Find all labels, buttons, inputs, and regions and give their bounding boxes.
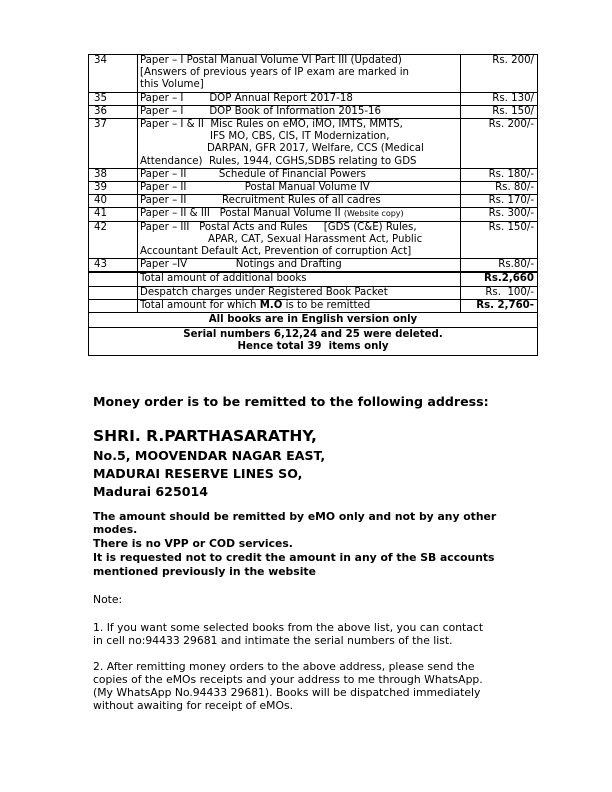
table-row bbox=[89, 168, 538, 181]
description-line: Paper – I Postal Manual Volume VI Part III (Updated) bbox=[140, 55, 402, 66]
instruction-line: It is requested not to credit the amount in any of the SB accounts bbox=[93, 551, 495, 564]
despatch-label: Despatch charges under Registered Book Packet bbox=[138, 286, 461, 299]
book-description bbox=[138, 221, 461, 259]
serial-number: 37 bbox=[89, 119, 138, 169]
price: Rs. 300/- bbox=[461, 208, 538, 221]
price: Rs. 200/- bbox=[461, 119, 538, 169]
serial-number: 36 bbox=[89, 105, 138, 118]
total-row bbox=[89, 272, 538, 286]
description-line: this Volume] bbox=[140, 79, 204, 91]
deleted-serials-line: Serial numbers 6,12,24 and 25 were deleted. bbox=[183, 329, 443, 341]
book-description bbox=[138, 182, 461, 195]
description-line: Accountant Default Act, Prevention of corruption Act] bbox=[140, 246, 412, 258]
price: Rs.80/- bbox=[461, 259, 538, 273]
footer-row bbox=[89, 313, 538, 328]
serial-number: 39 bbox=[89, 182, 138, 195]
description-line: APAR, CAT, Sexual Harassment Act, Public bbox=[208, 233, 423, 245]
address-line-3: Madurai 625014 bbox=[93, 484, 208, 499]
description-line: Paper –IV Notings and Drafting bbox=[140, 259, 342, 271]
table-row bbox=[89, 182, 538, 195]
book-description bbox=[138, 55, 461, 93]
table-row bbox=[89, 119, 538, 169]
serial-number: 38 bbox=[89, 168, 138, 181]
note-2-line: 2. After remitting money orders to the above address, please send the bbox=[93, 660, 475, 673]
description-line: Paper – II Recruitment Rules of all cadres bbox=[140, 195, 381, 207]
book-description bbox=[138, 259, 461, 273]
note-2-line: (My WhatsApp No.94433 29681). Books will be dispatched immediately bbox=[93, 686, 481, 699]
instruction-line: mentioned previously in the website bbox=[93, 565, 316, 578]
table-row bbox=[89, 55, 538, 93]
final-total-amount: Rs. 2,760- bbox=[461, 299, 538, 312]
description-line: Paper – I DOP Annual Report 2017-18 bbox=[140, 92, 353, 104]
description-line: IFS MO, CBS, CIS, IT Modernization, bbox=[210, 131, 390, 143]
book-description bbox=[138, 105, 461, 118]
table-row bbox=[89, 92, 538, 105]
despatch-row bbox=[89, 286, 538, 299]
serial-number: 35 bbox=[89, 92, 138, 105]
table-row bbox=[89, 208, 538, 221]
total-label: Total amount of additional books bbox=[138, 272, 461, 286]
book-description bbox=[138, 119, 461, 169]
instruction-line: modes. bbox=[93, 523, 138, 536]
book-description bbox=[138, 208, 461, 221]
books-table bbox=[88, 54, 538, 356]
description-line: Paper – II Postal Manual Volume IV bbox=[140, 182, 370, 194]
description-line: Paper – II & III Postal Manual Volume II bbox=[140, 208, 341, 220]
price: Rs. 180/- bbox=[461, 168, 538, 181]
description-line: Paper – I & II Misc Rules on eMO, iMO, IMTS, MMTS, bbox=[140, 119, 403, 131]
total-items-line: Hence total 39 items only bbox=[237, 341, 389, 353]
instruction-line: The amount should be remitted by eMO only and not by any other bbox=[93, 510, 497, 523]
deleted-items-note bbox=[89, 328, 538, 355]
english-version-note: All books are in English version only bbox=[89, 313, 538, 328]
description-line: [Answers of previous years of IP exam are marked in bbox=[140, 67, 409, 79]
note-2-line: without awaiting for receipt of eMOs. bbox=[93, 699, 294, 712]
price: Rs. 150/- bbox=[461, 221, 538, 259]
table-row bbox=[89, 221, 538, 259]
price: Rs. 170/- bbox=[461, 195, 538, 208]
final-total-label-post: is to be remitted bbox=[282, 299, 371, 311]
book-description bbox=[138, 92, 461, 105]
final-total-row bbox=[89, 299, 538, 312]
address-line-2: MADURAI RESERVE LINES SO, bbox=[93, 466, 303, 481]
note-2-line: copies of the eMOs receipts and your address to me through WhatsApp. bbox=[93, 673, 483, 686]
instruction-line: There is no VPP or COD services. bbox=[93, 537, 293, 550]
price: Rs. 150/ bbox=[461, 105, 538, 118]
website-copy-note: (Website copy) bbox=[343, 209, 404, 219]
serial-number: 40 bbox=[89, 195, 138, 208]
note-label: Note: bbox=[93, 593, 123, 606]
serial-number: 43 bbox=[89, 259, 138, 273]
final-total-label-pre: Total amount for which bbox=[140, 299, 260, 311]
description-line: Paper – I DOP Book of Information 2015-16 bbox=[140, 105, 382, 117]
serial-number: 42 bbox=[89, 221, 138, 259]
final-total-label bbox=[138, 299, 461, 312]
despatch-amount: Rs. 100/- bbox=[461, 286, 538, 299]
price: Rs. 200/ bbox=[461, 55, 538, 93]
description-line: Attendance) Rules, 1944, CGHS,SDBS relating to GDS bbox=[140, 155, 417, 167]
note-1-line: 1. If you want some selected books from the above list, you can contact bbox=[93, 621, 484, 634]
table-row bbox=[89, 195, 538, 208]
description-line: DARPAN, GFR 2017, Welfare, CCS (Medical bbox=[207, 143, 424, 155]
address-line-1: No.5, MOOVENDAR NAGAR EAST, bbox=[93, 448, 326, 463]
description-line: Paper – II Schedule of Financial Powers bbox=[140, 168, 366, 180]
total-amount: Rs.2,660 bbox=[461, 272, 538, 286]
serial-number: 41 bbox=[89, 208, 138, 221]
recipient-name: SHRI. R.PARTHASARATHY, bbox=[93, 427, 317, 445]
note-1-line: in cell no:94433 29681 and intimate the serial numbers of the list. bbox=[93, 634, 453, 647]
book-description bbox=[138, 168, 461, 181]
table-row bbox=[89, 259, 538, 273]
mo-abbreviation: M.O bbox=[259, 299, 283, 311]
price: Rs. 80/- bbox=[461, 182, 538, 195]
money-order-heading: Money order is to be remitted to the following address: bbox=[93, 394, 489, 409]
book-description bbox=[138, 195, 461, 208]
description-line: Paper – III Postal Acts and Rules [GDS (C&E) Rules, bbox=[140, 221, 417, 233]
serial-number: 34 bbox=[89, 55, 138, 93]
table-row bbox=[89, 105, 538, 118]
footer-row bbox=[89, 328, 538, 355]
price: Rs. 130/ bbox=[461, 92, 538, 105]
